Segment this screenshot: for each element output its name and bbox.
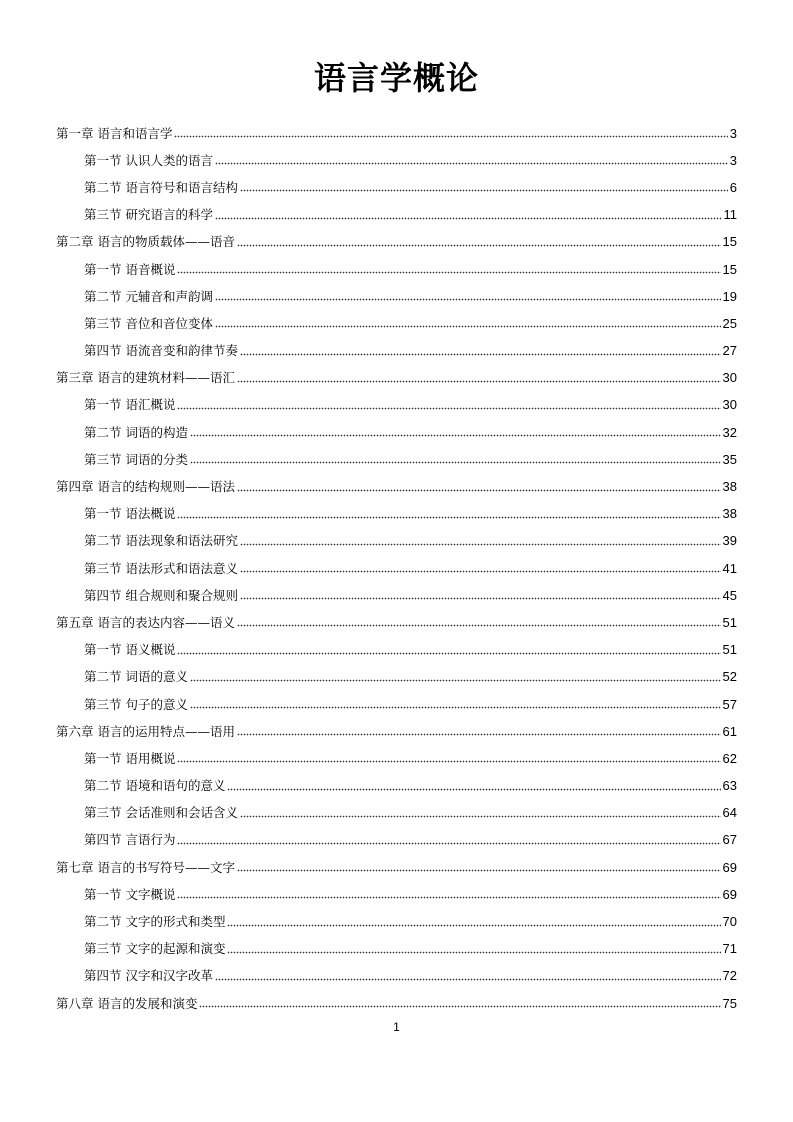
toc-entry-page-number: 64 bbox=[722, 805, 737, 821]
toc-entry-label: 第一节 文字概说 bbox=[84, 886, 176, 902]
toc-chapter-entry[interactable] bbox=[56, 990, 737, 1017]
toc-section-entry[interactable] bbox=[56, 664, 737, 691]
toc-entry-label: 第二节 元辅音和声韵调 bbox=[84, 288, 213, 304]
toc-chapter-entry[interactable] bbox=[56, 609, 737, 636]
toc-entry-label: 第一章 语言和语言学 bbox=[56, 125, 173, 141]
toc-dot-leader bbox=[237, 863, 721, 872]
toc-dot-leader bbox=[177, 510, 720, 519]
toc-section-entry[interactable] bbox=[56, 419, 737, 446]
toc-section-entry[interactable] bbox=[56, 283, 737, 310]
toc-dot-leader bbox=[227, 945, 720, 954]
toc-entry-label: 第一节 语法概说 bbox=[84, 506, 176, 522]
toc-section-entry[interactable] bbox=[56, 528, 737, 555]
toc-entry-label: 第七章 语言的书写符号——文字 bbox=[56, 859, 235, 875]
toc-section-entry[interactable] bbox=[56, 691, 737, 718]
table-of-contents bbox=[56, 120, 737, 1017]
toc-dot-leader bbox=[190, 673, 721, 682]
toc-entry-label: 第四节 言语行为 bbox=[84, 832, 176, 848]
toc-dot-leader bbox=[215, 972, 721, 981]
page-number: 1 bbox=[393, 1020, 400, 1034]
toc-entry-label: 第三节 文字的起源和演变 bbox=[84, 941, 226, 957]
toc-entry-page-number: 62 bbox=[722, 750, 737, 766]
toc-entry-label: 第二节 词语的意义 bbox=[84, 669, 188, 685]
toc-entry-label: 第五章 语言的表达内容——语义 bbox=[56, 614, 235, 630]
toc-dot-leader bbox=[237, 374, 721, 383]
toc-entry-page-number: 51 bbox=[722, 614, 737, 630]
toc-dot-leader bbox=[190, 428, 721, 437]
toc-dot-leader bbox=[190, 700, 721, 709]
toc-entry-page-number: 57 bbox=[722, 696, 737, 712]
toc-section-entry[interactable] bbox=[56, 310, 737, 337]
toc-dot-leader bbox=[237, 238, 721, 247]
toc-dot-leader bbox=[215, 156, 728, 165]
toc-section-entry[interactable] bbox=[56, 936, 737, 963]
toc-dot-leader bbox=[174, 129, 727, 138]
toc-entry-label: 第二章 语言的物质载体——语音 bbox=[56, 234, 235, 250]
toc-entry-label: 第三节 词语的分类 bbox=[84, 451, 188, 467]
toc-section-entry[interactable] bbox=[56, 446, 737, 473]
toc-entry-page-number: 67 bbox=[722, 832, 737, 848]
toc-chapter-entry[interactable] bbox=[56, 120, 737, 147]
toc-section-entry[interactable] bbox=[56, 147, 737, 174]
toc-entry-label: 第八章 语言的发展和演变 bbox=[56, 995, 198, 1011]
document-title: 语言学概论 bbox=[313, 59, 479, 97]
toc-section-entry[interactable] bbox=[56, 800, 737, 827]
toc-entry-page-number: 75 bbox=[722, 995, 737, 1011]
toc-dot-leader bbox=[237, 618, 721, 627]
toc-entry-page-number: 63 bbox=[722, 778, 737, 794]
toc-entry-page-number: 6 bbox=[729, 179, 737, 195]
toc-section-entry[interactable] bbox=[56, 908, 737, 935]
toc-entry-page-number: 70 bbox=[722, 914, 737, 930]
toc-section-entry[interactable] bbox=[56, 582, 737, 609]
toc-entry-page-number: 19 bbox=[722, 288, 737, 304]
toc-entry-page-number: 39 bbox=[722, 533, 737, 549]
toc-entry-page-number: 38 bbox=[722, 506, 737, 522]
toc-entry-page-number: 15 bbox=[722, 261, 737, 277]
toc-entry-page-number: 35 bbox=[722, 451, 737, 467]
toc-entry-label: 第三节 语法形式和语法意义 bbox=[84, 560, 238, 576]
toc-dot-leader bbox=[227, 782, 720, 791]
toc-dot-leader bbox=[177, 836, 720, 845]
toc-entry-label: 第三节 会话准则和会话含义 bbox=[84, 805, 238, 821]
toc-chapter-entry[interactable] bbox=[56, 229, 737, 256]
toc-dot-leader bbox=[177, 646, 720, 655]
toc-entry-page-number: 30 bbox=[722, 370, 737, 386]
toc-entry-label: 第四节 语流音变和韵律节奏 bbox=[84, 343, 238, 359]
toc-entry-label: 第三章 语言的建筑材料——语汇 bbox=[56, 370, 235, 386]
toc-entry-page-number: 11 bbox=[723, 207, 737, 223]
toc-entry-page-number: 61 bbox=[722, 723, 737, 739]
toc-entry-page-number: 69 bbox=[722, 886, 737, 902]
toc-entry-label: 第二节 语言符号和语言结构 bbox=[84, 179, 238, 195]
toc-section-entry[interactable] bbox=[56, 745, 737, 772]
toc-section-entry[interactable] bbox=[56, 637, 737, 664]
toc-chapter-entry[interactable] bbox=[56, 365, 737, 392]
toc-section-entry[interactable] bbox=[56, 963, 737, 990]
toc-entry-page-number: 72 bbox=[722, 968, 737, 984]
toc-entry-page-number: 52 bbox=[722, 669, 737, 685]
toc-entry-page-number: 38 bbox=[722, 479, 737, 495]
toc-dot-leader bbox=[237, 483, 721, 492]
toc-section-entry[interactable] bbox=[56, 392, 737, 419]
toc-dot-leader bbox=[215, 292, 721, 301]
toc-chapter-entry[interactable] bbox=[56, 473, 737, 500]
toc-entry-page-number: 25 bbox=[722, 315, 737, 331]
toc-entry-page-number: 32 bbox=[722, 424, 737, 440]
toc-dot-leader bbox=[215, 211, 722, 220]
toc-entry-page-number: 41 bbox=[722, 560, 737, 576]
toc-chapter-entry[interactable] bbox=[56, 718, 737, 745]
toc-entry-page-number: 45 bbox=[722, 587, 737, 603]
toc-entry-label: 第一节 语用概说 bbox=[84, 750, 176, 766]
toc-entry-label: 第一节 语义概说 bbox=[84, 642, 176, 658]
toc-entry-label: 第三节 音位和音位变体 bbox=[84, 315, 213, 331]
toc-dot-leader bbox=[190, 455, 721, 464]
toc-entry-page-number: 51 bbox=[722, 642, 737, 658]
toc-entry-page-number: 30 bbox=[722, 397, 737, 413]
toc-section-entry[interactable] bbox=[56, 256, 737, 283]
toc-entry-label: 第二节 语法现象和语法研究 bbox=[84, 533, 238, 549]
toc-dot-leader bbox=[199, 999, 720, 1008]
toc-dot-leader bbox=[237, 727, 721, 736]
toc-dot-leader bbox=[177, 265, 720, 274]
toc-entry-page-number: 15 bbox=[722, 234, 737, 250]
toc-entry-label: 第三节 句子的意义 bbox=[84, 696, 188, 712]
toc-section-entry[interactable] bbox=[56, 881, 737, 908]
toc-section-entry[interactable] bbox=[56, 827, 737, 854]
toc-entry-page-number: 69 bbox=[722, 859, 737, 875]
toc-section-entry[interactable] bbox=[56, 773, 737, 800]
toc-dot-leader bbox=[240, 537, 721, 546]
toc-dot-leader bbox=[240, 564, 721, 573]
toc-dot-leader bbox=[177, 754, 720, 763]
toc-entry-label: 第四章 语言的结构规则——语法 bbox=[56, 479, 235, 495]
toc-entry-label: 第一节 认识人类的语言 bbox=[84, 152, 213, 168]
toc-dot-leader bbox=[177, 401, 720, 410]
toc-entry-page-number: 27 bbox=[722, 343, 737, 359]
toc-section-entry[interactable] bbox=[56, 202, 737, 229]
toc-dot-leader bbox=[240, 591, 721, 600]
toc-section-entry[interactable] bbox=[56, 338, 737, 365]
toc-entry-label: 第三节 研究语言的科学 bbox=[84, 207, 213, 223]
toc-entry-label: 第二节 词语的构造 bbox=[84, 424, 188, 440]
toc-dot-leader bbox=[227, 918, 720, 927]
toc-dot-leader bbox=[177, 890, 720, 899]
toc-entry-label: 第一节 语音概说 bbox=[84, 261, 176, 277]
toc-dot-leader bbox=[215, 319, 721, 328]
toc-entry-label: 第一节 语汇概说 bbox=[84, 397, 176, 413]
toc-section-entry[interactable] bbox=[56, 174, 737, 201]
toc-chapter-entry[interactable] bbox=[56, 854, 737, 881]
toc-entry-label: 第四节 组合规则和聚合规则 bbox=[84, 587, 238, 603]
toc-section-entry[interactable] bbox=[56, 555, 737, 582]
toc-entry-page-number: 3 bbox=[729, 125, 737, 141]
toc-entry-label: 第二节 文字的形式和类型 bbox=[84, 914, 226, 930]
toc-entry-page-number: 3 bbox=[729, 152, 737, 168]
toc-entry-page-number: 71 bbox=[722, 941, 737, 957]
toc-dot-leader bbox=[240, 809, 721, 818]
toc-section-entry[interactable] bbox=[56, 501, 737, 528]
toc-entry-label: 第二节 语境和语句的意义 bbox=[84, 778, 226, 794]
toc-entry-label: 第六章 语言的运用特点——语用 bbox=[56, 723, 235, 739]
toc-entry-label: 第四节 汉字和汉字改革 bbox=[84, 968, 213, 984]
toc-dot-leader bbox=[240, 347, 721, 356]
toc-dot-leader bbox=[240, 183, 728, 192]
